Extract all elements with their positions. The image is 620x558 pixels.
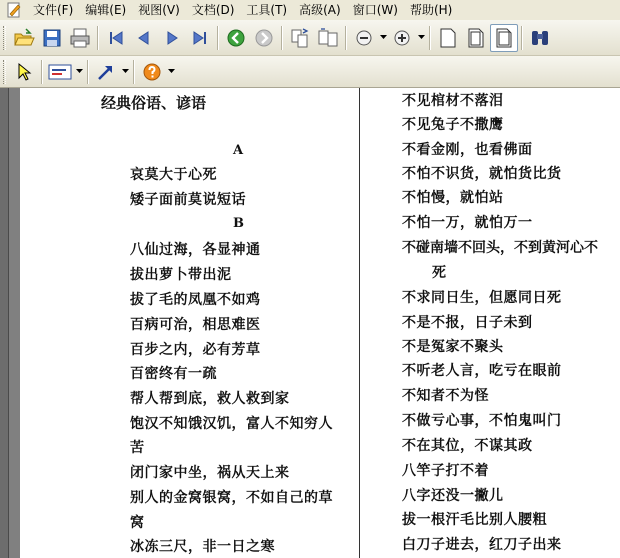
help-icon xyxy=(142,62,162,82)
two-page-icon xyxy=(317,27,339,49)
save-icon xyxy=(42,28,62,48)
proverb-line: 白刀子进去，红刀子出来 xyxy=(402,537,562,553)
proverb-line: 冰冻三尺，非一日之寒 xyxy=(130,539,275,555)
index-letter-b: B xyxy=(233,216,244,231)
toolbar-separator xyxy=(345,26,347,50)
text-select-dropdown[interactable] xyxy=(74,58,84,86)
toolbar-grip[interactable] xyxy=(3,26,6,50)
proverb-line-wrap: 窝 xyxy=(130,515,145,531)
toolbar-grip[interactable] xyxy=(3,60,6,84)
proverb-line: 哀莫大于心死 xyxy=(130,167,217,183)
last-page-button[interactable] xyxy=(186,24,214,52)
menu-tools[interactable]: 工具(T) xyxy=(246,3,288,17)
menu-window[interactable]: 窗口(W) xyxy=(352,3,398,17)
toolbar-separator xyxy=(133,60,135,84)
proverb-line: 八竿子打不着 xyxy=(402,463,489,479)
document-viewport[interactable] xyxy=(0,88,620,558)
proverb-line: 矮子面前莫说短话 xyxy=(130,192,246,208)
menu-help[interactable]: 帮助(H) xyxy=(409,3,453,17)
go-forward-button[interactable] xyxy=(250,24,278,52)
navigation-panel-strip[interactable] xyxy=(0,88,9,558)
menu-document[interactable]: 文档(D) xyxy=(191,3,235,17)
fit-page-icon xyxy=(468,28,484,48)
zoom-out-dropdown[interactable] xyxy=(378,24,388,52)
chevron-down-icon xyxy=(418,35,425,40)
toolbar-separator xyxy=(87,60,89,84)
document-page xyxy=(20,88,620,558)
toolbar-separator xyxy=(281,26,283,50)
rotate-page-button[interactable] xyxy=(286,24,314,52)
find-button[interactable] xyxy=(526,24,554,52)
toolbar-separator xyxy=(217,26,219,50)
print-button[interactable] xyxy=(66,24,94,52)
index-letter-a: A xyxy=(233,143,244,158)
proverb-line: 不是不报，日子未到 xyxy=(402,315,533,331)
cursor-arrow-icon xyxy=(15,62,33,82)
last-page-icon xyxy=(191,29,209,47)
section-heading: 经典俗语、谚语 xyxy=(101,94,207,112)
previous-page-button[interactable] xyxy=(130,24,158,52)
actual-size-button[interactable] xyxy=(434,24,462,52)
two-page-button[interactable] xyxy=(314,24,342,52)
fit-page-button[interactable] xyxy=(462,24,490,52)
menu-view[interactable]: 视图(V) xyxy=(138,3,180,17)
open-folder-button[interactable] xyxy=(10,24,38,52)
toolbar-separator xyxy=(97,26,99,50)
toolbar-separator xyxy=(429,26,431,50)
binoculars-icon xyxy=(529,28,551,48)
forward-arrow-icon xyxy=(254,28,274,48)
help-dropdown[interactable] xyxy=(166,58,176,86)
zoom-in-dropdown[interactable] xyxy=(416,24,426,52)
proverb-line-wrap: 苦 xyxy=(130,440,145,456)
proverb-line: 不见棺材不落泪 xyxy=(402,93,504,109)
proverb-line: 不听老人言，吃亏在眼前 xyxy=(402,363,562,379)
proverb-line: 拔出萝卜带出泥 xyxy=(130,267,232,283)
chevron-down-icon xyxy=(168,69,175,74)
annotation-arrow-dropdown[interactable] xyxy=(120,58,130,86)
toolbar-separator xyxy=(41,60,43,84)
proverb-line: 拔一根汗毛比别人腰粗 xyxy=(402,512,547,528)
previous-page-icon xyxy=(135,29,153,47)
toolbar-separator xyxy=(521,26,523,50)
proverb-line: 不见兔子不撒鹰 xyxy=(402,117,504,133)
secondary-toolbar xyxy=(0,56,620,88)
text-select-icon xyxy=(48,63,72,81)
text-select-button[interactable] xyxy=(46,58,74,86)
proverb-line: 八字还没一撇儿 xyxy=(402,488,504,504)
proverb-line: 别人的金窝银窝，不如自己的草 xyxy=(130,490,333,506)
menu-advanced[interactable]: 高级(A) xyxy=(299,3,341,17)
annotation-arrow-button[interactable] xyxy=(92,58,120,86)
proverb-line: 饱汉不知饿汉饥，富人不知穷人 xyxy=(130,416,333,432)
column-divider xyxy=(359,88,360,558)
page-icon xyxy=(440,28,456,48)
proverb-line: 不碰南墙不回头，不到黄河心不 xyxy=(402,240,598,256)
chevron-down-icon xyxy=(122,69,129,74)
diagonal-arrow-icon xyxy=(96,62,116,82)
zoom-in-icon xyxy=(393,29,411,47)
help-button[interactable] xyxy=(138,58,166,86)
proverb-line: 不求同日生，但愿同日死 xyxy=(402,290,562,306)
proverb-line: 不在其位，不谋其政 xyxy=(402,438,533,454)
proverb-line: 八仙过海，各显神通 xyxy=(130,242,261,258)
proverb-line: 不怕一万，就怕万一 xyxy=(402,215,533,231)
proverb-line: 不怕不识货，就怕货比货 xyxy=(402,166,562,182)
app-icon xyxy=(6,2,22,18)
select-tool-button[interactable] xyxy=(10,58,38,86)
menu-bar xyxy=(0,0,620,20)
fit-width-button[interactable] xyxy=(490,24,518,52)
proverb-line: 不怕慢，就怕站 xyxy=(402,190,504,206)
fit-width-icon xyxy=(496,28,512,48)
proverb-line: 不看金刚，也看佛面 xyxy=(402,142,533,158)
zoom-in-button[interactable] xyxy=(388,24,416,52)
menu-edit[interactable]: 编辑(E) xyxy=(85,3,127,17)
proverb-line: 百病可治，相思难医 xyxy=(130,317,261,333)
proverb-line: 不做亏心事，不怕鬼叫门 xyxy=(402,413,562,429)
chevron-down-icon xyxy=(380,35,387,40)
open-folder-icon xyxy=(13,28,35,48)
proverb-line: 不知者不为怪 xyxy=(402,388,489,404)
proverb-line: 百步之内，必有芳草 xyxy=(130,342,261,358)
zoom-out-button[interactable] xyxy=(350,24,378,52)
main-toolbar xyxy=(0,20,620,56)
next-page-icon xyxy=(163,29,181,47)
proverb-line: 百密终有一疏 xyxy=(130,366,217,382)
next-page-button[interactable] xyxy=(158,24,186,52)
go-back-button[interactable] xyxy=(222,24,250,52)
printer-icon xyxy=(69,28,91,48)
proverb-line: 不是冤家不聚头 xyxy=(402,339,504,355)
rotate-page-icon xyxy=(289,27,311,49)
first-page-icon xyxy=(107,29,125,47)
save-button[interactable] xyxy=(38,24,66,52)
proverb-line: 拔了毛的凤凰不如鸡 xyxy=(130,292,261,308)
zoom-out-icon xyxy=(355,29,373,47)
proverb-line: 帮人帮到底，救人救到家 xyxy=(130,391,290,407)
proverb-line-wrap: 死 xyxy=(432,265,447,281)
proverb-line: 闭门家中坐，祸从天上来 xyxy=(130,465,290,481)
first-page-button[interactable] xyxy=(102,24,130,52)
chevron-down-icon xyxy=(76,69,83,74)
menu-file[interactable]: 文件(F) xyxy=(33,3,74,17)
back-arrow-icon xyxy=(226,28,246,48)
